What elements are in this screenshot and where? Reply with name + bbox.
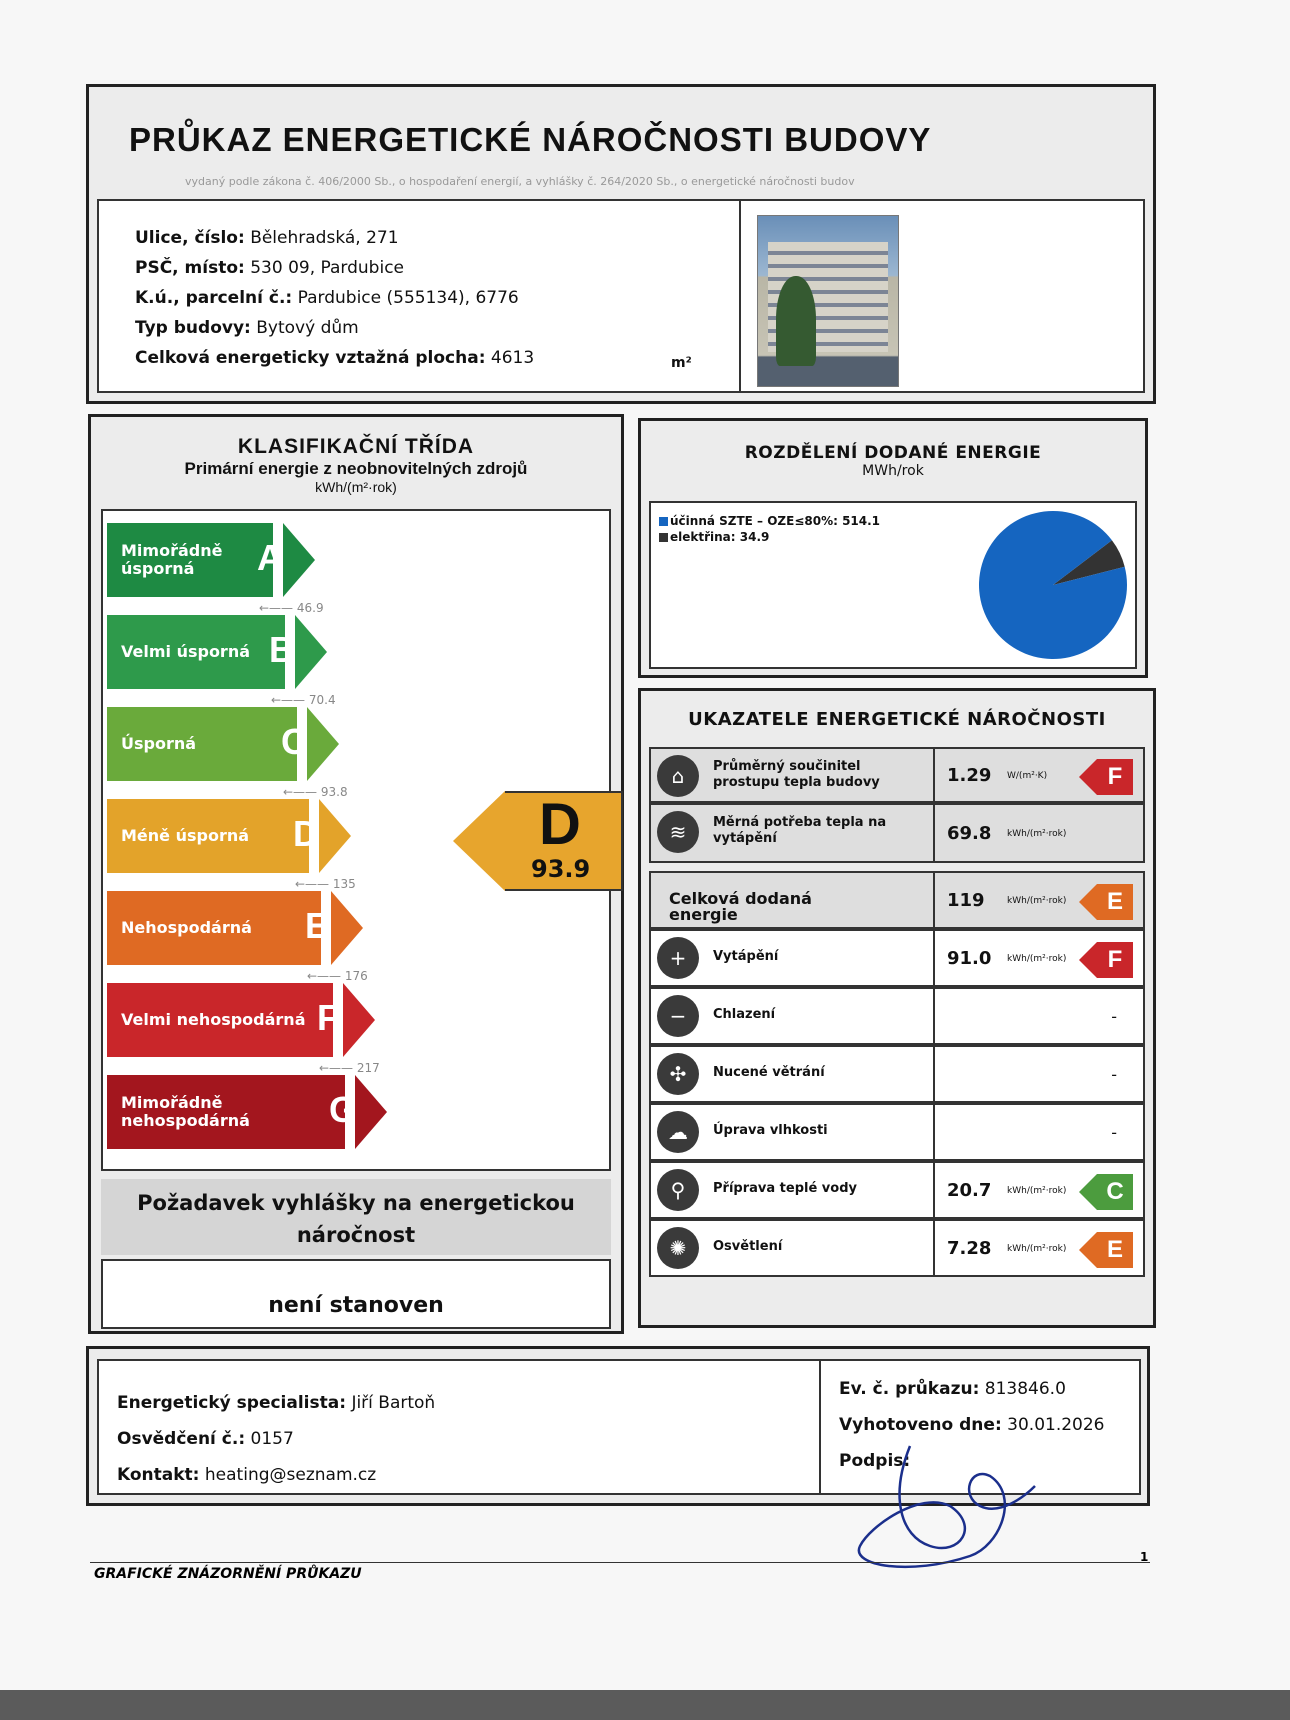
heat-waves-icon: ≋: [657, 811, 699, 853]
indicator-value: 91.0: [947, 948, 992, 969]
indicator-unit: kWh/(m²·rok): [1007, 1186, 1067, 1196]
indicator-label: Osvětlení: [713, 1239, 783, 1254]
thermometer-minus-icon: −: [657, 995, 699, 1037]
indicator-value: -: [1111, 1065, 1117, 1084]
area-value: 4613: [490, 348, 535, 368]
classification-panel: [88, 414, 624, 1334]
date-value: 30.01.2026: [1007, 1415, 1105, 1435]
class-band-letter: E: [305, 905, 330, 946]
legend-label-szte: účinná SZTE – OZE≤80%: 514.1: [670, 514, 881, 528]
contact-value: heating@seznam.cz: [204, 1465, 377, 1485]
classification-unit: kWh/(m²·rok): [315, 479, 397, 495]
indicator-label: Příprava teplé vody: [713, 1181, 857, 1196]
lightbulb-icon: ✺: [657, 1227, 699, 1269]
class-band-label: Mimořádně úsporná: [107, 523, 273, 597]
classification-title: KLASIFIKAČNÍ TŘÍDA: [237, 435, 475, 458]
address-box: [97, 199, 1145, 393]
street-value: Bělehradská, 271: [250, 228, 399, 248]
bottom-rule: [90, 1562, 1150, 1563]
indicator-unit: W/(m²·K): [1007, 771, 1048, 781]
psc-value: 530 09, Pardubice: [250, 258, 405, 278]
classification-subtitle: Primární energie z neobnovitelných zdrojů: [184, 459, 528, 478]
class-band-letter: C: [281, 721, 307, 762]
fan-icon: ✣: [657, 1053, 699, 1095]
indicator-value: 119: [947, 890, 985, 911]
document-subtitle: vydaný podle zákona č. 406/2000 Sb., o hospodaření energií, a vyhlášky č. 264/2020 Sb., o energetické náročnosti budov: [185, 175, 855, 188]
indicator-separator: [933, 1163, 935, 1217]
indicator-value: -: [1111, 1123, 1117, 1142]
class-threshold-value: 176: [344, 969, 368, 983]
distribution-chart: [649, 501, 1137, 669]
class-badge-letter: F: [1097, 759, 1133, 795]
indicator-value: 20.7: [947, 1180, 992, 1201]
photo-divider: [739, 201, 741, 391]
pie-chart: [651, 503, 1139, 667]
class-band-letter: D: [293, 813, 319, 854]
bottom-caption: GRAFICKÉ ZNÁZORNĚNÍ PRŮKAZU: [94, 1566, 362, 1582]
class-threshold: ←—— 135: [295, 877, 356, 891]
legend-label-elektrina: elektřina: 34.9: [670, 530, 770, 544]
class-band-label: Méně úsporná: [107, 799, 309, 873]
indicator-row: [649, 1103, 1145, 1161]
indicator-row: [649, 747, 1145, 803]
energy-scale: [101, 509, 611, 1171]
class-threshold: ←—— 93.8: [283, 785, 348, 799]
area-unit: m²: [671, 355, 692, 371]
indicator-label: Průměrný součinitel prostupu tepla budovy: [713, 759, 880, 790]
indicators-title: UKAZATELE ENERGETICKÉ NÁROČNOSTI: [688, 709, 1106, 730]
result-arrow-tip: [453, 791, 505, 891]
class-threshold: ←—— 217: [319, 1061, 380, 1075]
indicators-panel: [638, 688, 1156, 1328]
class-band-tip: [319, 799, 351, 873]
contact-label: Kontakt:: [117, 1465, 200, 1485]
class-band-label: Úsporná: [107, 707, 297, 781]
cert-value: 0157: [250, 1429, 294, 1449]
footer-divider: [819, 1361, 821, 1493]
indicator-value: -: [1111, 1007, 1117, 1026]
date-label: Vyhotoveno dne:: [839, 1415, 1002, 1435]
indicator-row: [649, 803, 1145, 863]
class-threshold: ←—— 176: [307, 969, 368, 983]
result-indicator: [453, 791, 623, 891]
pie-slice-szte: [979, 511, 1127, 659]
indicator-separator: [933, 805, 935, 861]
requirement-value: není stanoven: [101, 1259, 611, 1329]
ku-label: K.ú., parcelní č.:: [135, 288, 293, 308]
class-badge-letter: C: [1097, 1174, 1133, 1210]
signature-scribble: [850, 1436, 1040, 1576]
specialist-label: Energetický specialista:: [117, 1393, 347, 1413]
type-value: Bytový dům: [256, 318, 359, 338]
class-badge-letter: E: [1097, 884, 1133, 920]
classification-heading: [91, 435, 621, 495]
faucet-icon: ⚲: [657, 1169, 699, 1211]
ev-value: 813846.0: [984, 1379, 1066, 1399]
indicator-unit: kWh/(m²·rok): [1007, 954, 1067, 964]
class-threshold-value: 217: [356, 1061, 380, 1075]
class-band-tip: [343, 983, 375, 1057]
class-band-tip: [307, 707, 339, 781]
class-band-label: Velmi nehospodárná: [107, 983, 333, 1057]
ku-value: Pardubice (555134), 6776: [297, 288, 519, 308]
indicator-label: Měrná potřeba tepla na vytápění: [713, 815, 887, 846]
class-band-letter: F: [317, 997, 339, 1038]
indicator-label: Nucené větrání: [713, 1065, 825, 1080]
indicator-row: [649, 1161, 1145, 1219]
indicator-separator: [933, 1221, 935, 1275]
class-badge-tip: [1079, 759, 1097, 795]
house-icon: ⌂: [657, 755, 699, 797]
specialist-info: [117, 1385, 435, 1493]
indicator-unit: kWh/(m²·rok): [1007, 1244, 1067, 1254]
indicator-class-badge: [1079, 1232, 1133, 1268]
result-value: 93.9: [531, 855, 591, 883]
class-band-tip: [331, 891, 363, 965]
indicator-class-badge: [1079, 942, 1133, 978]
class-threshold: ←—— 70.4: [271, 693, 336, 707]
class-band-label: Velmi úsporná: [107, 615, 285, 689]
indicator-value: 69.8: [947, 823, 992, 844]
distribution-title: ROZDĚLENÍ DODANÉ ENERGIE: [744, 443, 1042, 463]
class-badge-letter: E: [1097, 1232, 1133, 1268]
class-badge-letter: F: [1097, 942, 1133, 978]
class-band-tip: [355, 1075, 387, 1149]
indicator-class-badge: [1079, 759, 1133, 795]
requirement-title: Požadavek vyhlášky na energetickou náročnost: [101, 1179, 611, 1255]
indicator-unit: kWh/(m²·rok): [1007, 829, 1067, 839]
class-badge-tip: [1079, 1232, 1097, 1268]
document-title: PRŮKAZ ENERGETICKÉ NÁROČNOSTI BUDOVY: [129, 121, 932, 158]
class-band-label: Mimořádně nehospodárná: [107, 1075, 345, 1149]
indicator-label: Chlazení: [713, 1007, 776, 1022]
class-threshold: ←—— 46.9: [259, 601, 324, 615]
indicator-separator: [933, 989, 935, 1043]
indicator-label: Úprava vlhkosti: [713, 1123, 828, 1138]
indicator-row: [649, 987, 1145, 1045]
class-threshold-value: 135: [332, 877, 356, 891]
psc-label: PSČ, místo:: [135, 258, 245, 278]
indicator-separator: [933, 1047, 935, 1101]
header-box: [86, 84, 1156, 404]
indicator-value: 7.28: [947, 1238, 992, 1259]
distribution-unit: MWh/rok: [862, 463, 924, 479]
page-number: 1: [1140, 1550, 1149, 1564]
distribution-heading: [641, 443, 1145, 479]
indicator-separator: [933, 873, 935, 927]
distribution-panel: [638, 418, 1148, 678]
indicator-class-badge: [1079, 884, 1133, 920]
indicator-label: Celková dodaná energie: [669, 889, 812, 924]
class-threshold-value: 70.4: [308, 693, 336, 707]
area-label: Celková energeticky vztažná plocha:: [135, 348, 486, 368]
ev-label: Ev. č. průkazu:: [839, 1379, 980, 1399]
class-threshold-value: 93.8: [320, 785, 348, 799]
result-class-letter: D: [539, 792, 581, 857]
class-badge-tip: [1079, 884, 1097, 920]
indicator-class-badge: [1079, 1174, 1133, 1210]
class-band-letter: G: [329, 1089, 358, 1130]
indicator-row: [649, 929, 1145, 987]
type-label: Typ budovy:: [135, 318, 251, 338]
class-band-letter: A: [257, 537, 283, 578]
class-badge-tip: [1079, 942, 1097, 978]
class-band-tip: [295, 615, 327, 689]
indicator-row: [649, 1219, 1145, 1277]
indicator-separator: [933, 931, 935, 985]
tree-shape: [776, 276, 816, 366]
street-label: Ulice, číslo:: [135, 228, 245, 248]
class-band-label: Nehospodárná: [107, 891, 321, 965]
indicator-row: [649, 871, 1145, 929]
specialist-name: Jiří Bartoň: [351, 1393, 436, 1413]
class-threshold-value: 46.9: [296, 601, 324, 615]
class-band-tip: [283, 523, 315, 597]
signature-label: Podpis:: [839, 1451, 911, 1471]
indicator-unit: kWh/(m²·rok): [1007, 896, 1067, 906]
class-badge-tip: [1079, 1174, 1097, 1210]
indicator-value: 1.29: [947, 765, 992, 786]
indicator-row: [649, 1045, 1145, 1103]
indicator-label: Vytápění: [713, 949, 779, 964]
thermometer-plus-icon: +: [657, 937, 699, 979]
cert-label: Osvědčení č.:: [117, 1429, 246, 1449]
address-info: [135, 223, 534, 373]
humidity-icon: ☁: [657, 1111, 699, 1153]
indicator-separator: [933, 1105, 935, 1159]
class-band-letter: B: [269, 629, 295, 670]
building-photo: [757, 215, 899, 387]
indicator-separator: [933, 749, 935, 801]
